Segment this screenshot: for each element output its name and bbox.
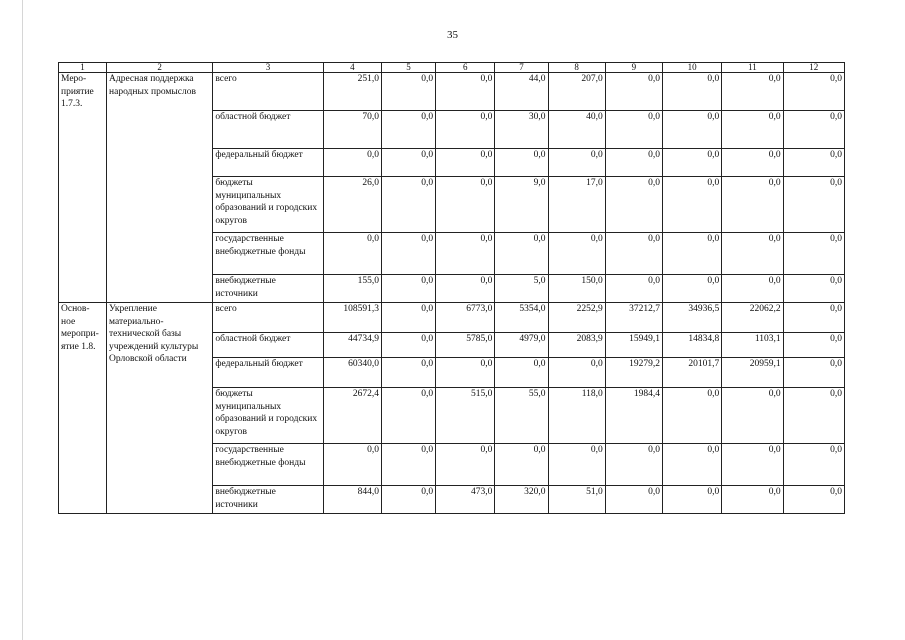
value-cell: 0,0 [663, 486, 722, 514]
value-cell: 0,0 [436, 111, 495, 149]
value-cell: 0,0 [663, 177, 722, 233]
value-cell: 320,0 [495, 486, 548, 514]
value-cell: 9,0 [495, 177, 548, 233]
value-cell: 844,0 [323, 486, 381, 514]
value-cell: 0,0 [722, 275, 783, 303]
header-cell: 12 [783, 63, 844, 73]
budget-table [58, 62, 845, 514]
funding-source-cell: областной бюджет [213, 333, 323, 358]
funding-source-cell: бюджеты муниципальных образований и городских округов [213, 177, 323, 233]
funding-source-cell: государственные внебюджетные фонды [213, 233, 323, 275]
value-cell: 0,0 [381, 233, 435, 275]
funding-source-cell: государственные внебюджетные фонды [213, 444, 323, 486]
value-cell: 0,0 [722, 177, 783, 233]
value-cell: 0,0 [605, 149, 662, 177]
value-cell: 0,0 [381, 111, 435, 149]
value-cell: 0,0 [783, 303, 844, 333]
measure-line: меропри- [61, 329, 99, 340]
value-cell: 0,0 [436, 358, 495, 388]
value-cell: 0,0 [381, 303, 435, 333]
value-cell: 150,0 [548, 275, 605, 303]
value-cell: 0,0 [381, 73, 435, 111]
value-cell: 473,0 [436, 486, 495, 514]
value-cell: 2083,9 [548, 333, 605, 358]
value-cell: 44,0 [495, 73, 548, 111]
funding-source-cell: федеральный бюджет [213, 149, 323, 177]
value-cell: 0,0 [605, 486, 662, 514]
value-cell: 0,0 [548, 233, 605, 275]
value-cell: 0,0 [605, 177, 662, 233]
value-cell: 2672,4 [323, 388, 381, 444]
value-cell: 17,0 [548, 177, 605, 233]
value-cell: 70,0 [323, 111, 381, 149]
value-cell: 34936,5 [663, 303, 722, 333]
value-cell: 0,0 [722, 444, 783, 486]
value-cell: 0,0 [663, 233, 722, 275]
value-cell: 0,0 [381, 358, 435, 388]
header-cell: 6 [436, 63, 495, 73]
funding-source-cell: внебюджетные источники [213, 275, 323, 303]
value-cell: 15949,1 [605, 333, 662, 358]
value-cell: 0,0 [663, 111, 722, 149]
value-cell: 0,0 [722, 73, 783, 111]
value-cell: 20959,1 [722, 358, 783, 388]
value-cell: 6773,0 [436, 303, 495, 333]
funding-source-cell: всего [213, 73, 323, 111]
funding-source-cell: всего [213, 303, 323, 333]
value-cell: 0,0 [436, 275, 495, 303]
value-cell: 2252,9 [548, 303, 605, 333]
value-cell: 515,0 [436, 388, 495, 444]
header-cell: 3 [213, 63, 323, 73]
value-cell: 0,0 [783, 149, 844, 177]
value-cell: 14834,8 [663, 333, 722, 358]
value-cell: 0,0 [605, 233, 662, 275]
value-cell: 0,0 [436, 149, 495, 177]
header-cell: 9 [605, 63, 662, 73]
value-cell: 0,0 [783, 111, 844, 149]
value-cell: 0,0 [495, 358, 548, 388]
value-cell: 0,0 [783, 388, 844, 444]
value-cell: 0,0 [783, 177, 844, 233]
measure-line: приятие [61, 86, 94, 97]
value-cell: 251,0 [323, 73, 381, 111]
value-cell: 0,0 [381, 486, 435, 514]
value-cell: 0,0 [495, 149, 548, 177]
value-cell: 51,0 [548, 486, 605, 514]
measure-line: Меро- [61, 74, 87, 84]
value-cell: 0,0 [783, 275, 844, 303]
value-cell: 0,0 [783, 486, 844, 514]
value-cell: 0,0 [381, 149, 435, 177]
measure-line: ятие 1.8. [61, 341, 96, 352]
value-cell: 0,0 [783, 358, 844, 388]
value-cell: 22062,2 [722, 303, 783, 333]
measure-line: ное [61, 316, 76, 327]
value-cell: 0,0 [605, 275, 662, 303]
value-cell: 44734,9 [323, 333, 381, 358]
funding-source-cell: внебюджетные источники [213, 486, 323, 514]
value-cell: 0,0 [783, 444, 844, 486]
value-cell: 1984,4 [605, 388, 662, 444]
funding-source-cell: бюджеты муниципальных образований и городских округов [213, 388, 323, 444]
value-cell: 108591,3 [323, 303, 381, 333]
value-cell: 0,0 [381, 388, 435, 444]
value-cell: 118,0 [548, 388, 605, 444]
value-cell: 4979,0 [495, 333, 548, 358]
value-cell: 0,0 [548, 444, 605, 486]
table-row [59, 73, 845, 111]
value-cell: 26,0 [323, 177, 381, 233]
value-cell: 0,0 [495, 444, 548, 486]
value-cell: 0,0 [663, 275, 722, 303]
value-cell: 0,0 [783, 333, 844, 358]
header-cell: 5 [381, 63, 435, 73]
value-cell: 0,0 [381, 275, 435, 303]
value-cell: 20101,7 [663, 358, 722, 388]
value-cell: 0,0 [381, 444, 435, 486]
value-cell: 0,0 [722, 233, 783, 275]
value-cell: 0,0 [323, 444, 381, 486]
value-cell: 0,0 [323, 149, 381, 177]
header-cell: 4 [323, 63, 381, 73]
value-cell: 0,0 [722, 149, 783, 177]
measure-cell [59, 303, 107, 514]
header-row [59, 63, 845, 73]
value-cell: 5785,0 [436, 333, 495, 358]
value-cell: 0,0 [323, 233, 381, 275]
value-cell: 0,0 [722, 388, 783, 444]
value-cell: 0,0 [436, 177, 495, 233]
value-cell: 5354,0 [495, 303, 548, 333]
measure-title-cell: Укрепление материально-технической базы учреждений культуры Орловской области [107, 303, 213, 514]
value-cell: 0,0 [436, 73, 495, 111]
header-cell: 1 [59, 63, 107, 73]
value-cell: 0,0 [783, 73, 844, 111]
value-cell: 0,0 [722, 111, 783, 149]
header-cell: 11 [722, 63, 783, 73]
value-cell: 30,0 [495, 111, 548, 149]
measure-line: 1.7.3. [61, 99, 83, 110]
value-cell: 37212,7 [605, 303, 662, 333]
value-cell: 207,0 [548, 73, 605, 111]
value-cell: 5,0 [495, 275, 548, 303]
value-cell: 0,0 [663, 73, 722, 111]
header-cell: 8 [548, 63, 605, 73]
value-cell: 0,0 [663, 444, 722, 486]
value-cell: 0,0 [548, 358, 605, 388]
value-cell: 0,0 [548, 149, 605, 177]
value-cell: 0,0 [783, 233, 844, 275]
value-cell: 0,0 [436, 233, 495, 275]
value-cell: 0,0 [605, 111, 662, 149]
value-cell: 0,0 [436, 444, 495, 486]
header-cell: 2 [107, 63, 213, 73]
value-cell: 55,0 [495, 388, 548, 444]
value-cell: 1103,1 [722, 333, 783, 358]
measure-line: Основ- [61, 304, 90, 314]
value-cell: 155,0 [323, 275, 381, 303]
value-cell: 19279,2 [605, 358, 662, 388]
funding-source-cell: федеральный бюджет [213, 358, 323, 388]
scan-edge-line [22, 0, 23, 640]
measure-title-cell: Адресная поддержка народных промыслов [107, 73, 213, 303]
value-cell: 0,0 [722, 486, 783, 514]
value-cell: 0,0 [381, 177, 435, 233]
value-cell: 0,0 [495, 233, 548, 275]
value-cell: 60340,0 [323, 358, 381, 388]
page-number: 35 [447, 29, 458, 41]
header-cell: 7 [495, 63, 548, 73]
measure-cell [59, 73, 107, 303]
value-cell: 40,0 [548, 111, 605, 149]
value-cell: 0,0 [663, 388, 722, 444]
table-row [59, 303, 845, 333]
value-cell: 0,0 [663, 149, 722, 177]
value-cell: 0,0 [381, 333, 435, 358]
value-cell: 0,0 [605, 73, 662, 111]
value-cell: 0,0 [605, 444, 662, 486]
header-cell: 10 [663, 63, 722, 73]
funding-source-cell: областной бюджет [213, 111, 323, 149]
